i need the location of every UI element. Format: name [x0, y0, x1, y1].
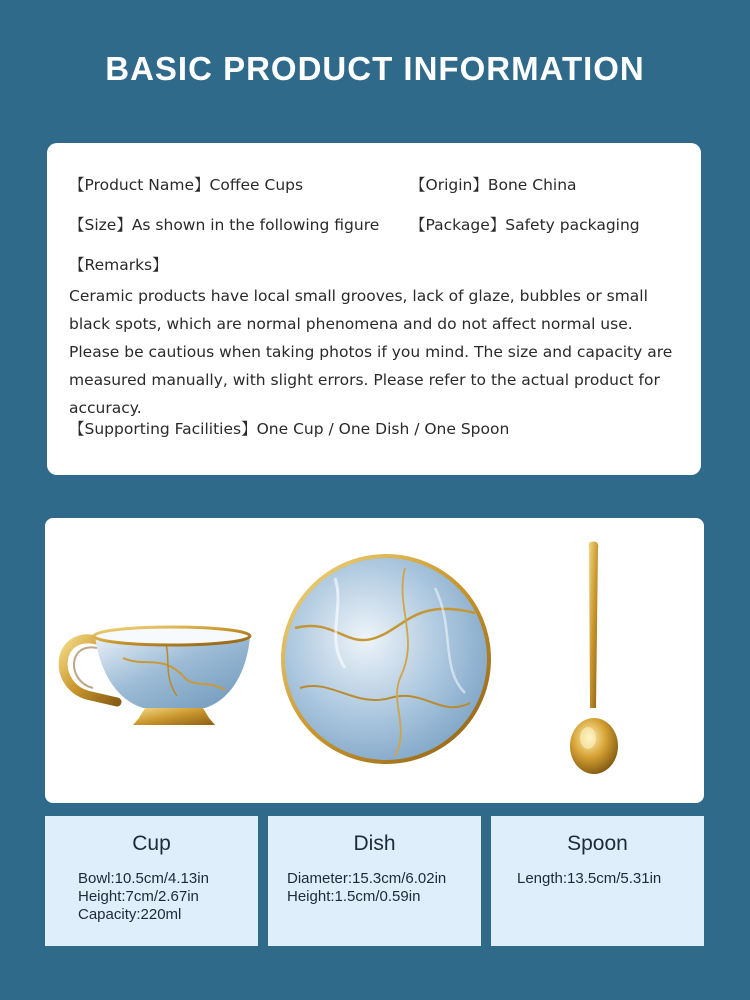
spoon-spec-box: [491, 816, 704, 946]
spoon-length: Length:13.5cm/5.31in: [517, 870, 662, 887]
cup-bowl-size: Bowl:10.5cm/4.13in: [78, 870, 209, 887]
product-package: 【Package】Safety packaging: [410, 216, 640, 234]
spoon-image: [570, 541, 618, 774]
cup-image: [63, 627, 250, 725]
remarks-text: Ceramic products have local small grooves, lack of glaze, bubbles or small black spots, which are normal phenomena and do not affect normal use. Please be cautious when taking photos if you mind. The size and capacity are measured manually, with slight errors. Please refer to the actual product for accuracy.: [69, 287, 673, 417]
dish-spec-title: Dish: [353, 832, 396, 855]
product-illustration: [45, 518, 704, 803]
cup-spec-title: Cup: [132, 832, 171, 855]
cup-height: Height:7cm/2.67in: [78, 888, 199, 905]
dish-image: [281, 554, 491, 764]
spoon-spec-title: Spoon: [567, 832, 628, 855]
dish-diameter: Diameter:15.3cm/6.02in: [287, 870, 447, 887]
cup-spec-box: [45, 816, 258, 946]
product-image-card: [45, 518, 704, 803]
product-size: 【Size】As shown in the following figure: [69, 216, 380, 234]
cup-capacity: Capacity:220ml: [78, 906, 182, 923]
product-origin: 【Origin】Bone China: [410, 176, 577, 194]
page-title: BASIC PRODUCT INFORMATION: [105, 50, 645, 87]
product-info-card: [47, 143, 701, 475]
supporting-facilities: 【Supporting Facilities】One Cup / One Dish / One Spoon: [69, 420, 510, 438]
dish-height: Height:1.5cm/0.59in: [287, 888, 421, 905]
product-name: 【Product Name】Coffee Cups: [69, 176, 304, 194]
dish-spec-box: [268, 816, 481, 946]
remarks-label: 【Remarks】: [69, 256, 168, 274]
